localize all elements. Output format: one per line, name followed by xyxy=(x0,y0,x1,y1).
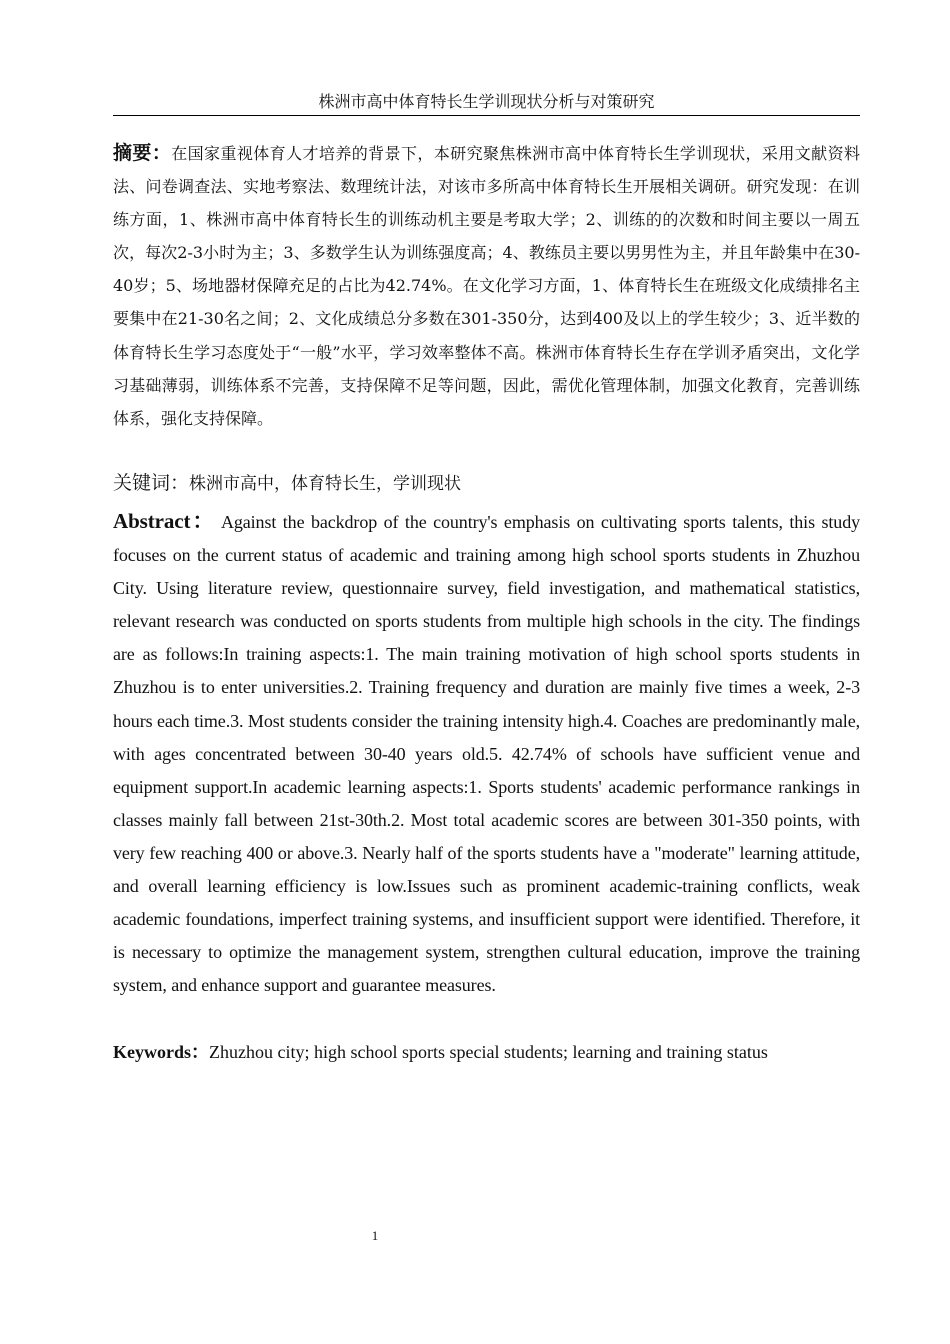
english-abstract-label: Abstract： xyxy=(113,509,216,533)
english-abstract-text: Against the backdrop of the country's emphasis on cultivating sports talents, this study focuses on the current status of academic and training among high school sports students in Zhuzhou City. Using literature review, questionnaire survey, field investigation, and mathematical statistics, relevant research was conducted on sports students from multiple high schools in the city. The findings are as follows:In training aspects:1. The main training motivation of high school sports students in Zhuzhou is to enter universities.2. Training frequency and duration are mainly five times a week, 2-3 hours each time.3. Most students consider the training intensity high.4. Coaches are predominantly male, with ages concentrated between 30-40 years old.5. 42.74% of schools have sufficient venue and equipment support.In academic learning aspects:1. Sports students' academic performance rankings in classes mainly fall between 21st-30th.2. Most total academic scores are between 301-350 points, with very few reaching 400 or above.3. Nearly half of the sports students have a "moderate" learning attitude, and overall learning efficiency is low.Issues such as prominent academic-training conflicts, weak academic foundations, imperfect training systems, and insufficient support were identified. Therefore, it is necessary to optimize the management system, strengthen cultural education, improve the training system, and enhance support and guarantee measures. xyxy=(113,512,860,996)
page-number: 1 xyxy=(371,1228,379,1243)
english-keywords xyxy=(113,1037,860,1067)
chinese-abstract-label: 摘要： xyxy=(113,142,172,164)
english-keywords-label: Keywords： xyxy=(113,1042,209,1062)
english-abstract xyxy=(113,505,860,1002)
chinese-abstract xyxy=(113,137,860,435)
running-header xyxy=(113,91,860,116)
chinese-keywords-text: 株洲市高中，体育特长生，学训现状 xyxy=(189,474,462,494)
chinese-abstract-text: 在国家重视体育人才培养的背景下，本研究聚焦株洲市高中体育特长生学训现状，采用文献资料法、问卷调查法、实地考察法、数理统计法，对该市多所高中体育特长生开展相关调研。研究发现：在训练方面，1、株洲市高中体育特长生的训练动机主要是考取大学；2、训练的的次数和时间主要以一周五次，每次2-3小时为主；3、多数学生认为训练强度高；4、教练员主要以男男性为主，并且年龄集中在30-40岁；5、场地器材保障充足的占比为42.74%。在文化学习方面，1、体育特长生在班级文化成绩排名主要集中在21-30名之间；2、文化成绩总分多数在301-350分，达到400及以上的学生较少；3、近半数的体育特长生学习态度处于“一般”水平，学习效率整体不高。株洲市体育特长生存在学训矛盾突出，文化学习基础薄弱，训练体系不完善，支持保障不足等问题，因此，需优化管理体制，加强文化教育，完善训练体系，强化支持保障。 xyxy=(113,144,860,428)
english-keywords-text: Zhuzhou city; high school sports special students; learning and training status xyxy=(209,1042,768,1062)
chinese-keywords xyxy=(113,468,860,499)
header-title: 株洲市高中体育特长生学训现状分析与对策研究 xyxy=(318,92,655,111)
chinese-keywords-label: 关键词： xyxy=(113,472,190,494)
